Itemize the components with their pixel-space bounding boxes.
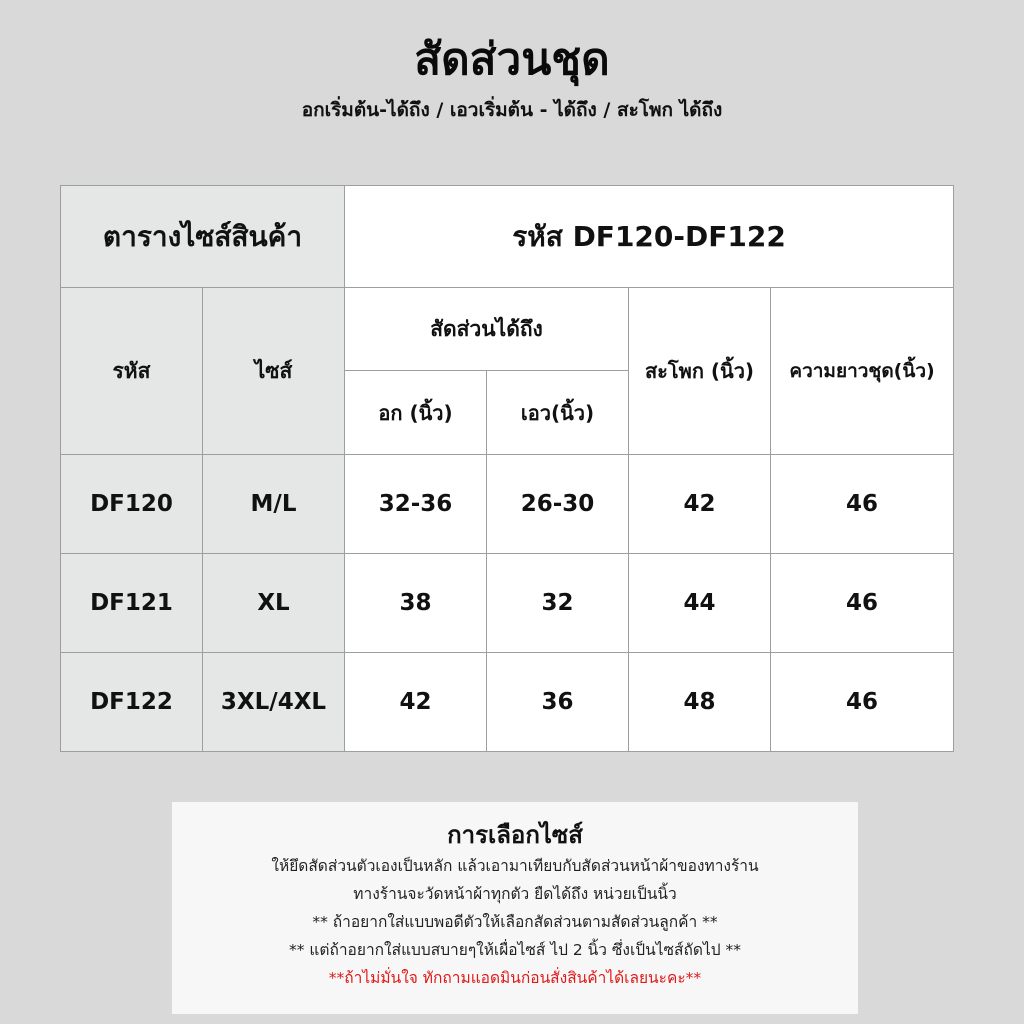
- row-hip: 48: [629, 653, 771, 752]
- row-hip: 44: [629, 554, 771, 653]
- size-guide-title: การเลือกไซส์: [447, 821, 583, 849]
- size-guide-line: ** แต่ถ้าอยากใส่แบบสบายๆให้เผื่อไซส์ ไป 2 นิ้ว ซึ่งเป็นไซส์ถัดไป **: [288, 941, 742, 959]
- column-header-code: รหัส: [61, 288, 203, 455]
- row-waist: 26-30: [487, 455, 629, 554]
- row-code: DF122: [61, 653, 203, 752]
- size-guide-line: ทางร้านจะวัดหน้าผ้าทุกตัว ยืดได้ถึง หน่วยเป็นนิ้ว: [353, 885, 677, 903]
- row-size: M/L: [203, 455, 345, 554]
- table-row: [61, 653, 954, 752]
- column-group-stretch: สัดส่วนได้ถึง: [345, 288, 629, 371]
- table-row: [61, 455, 954, 554]
- column-header-size: ไซส์: [203, 288, 345, 455]
- table-title-row: [61, 186, 954, 288]
- row-code: DF121: [61, 554, 203, 653]
- row-hip: 42: [629, 455, 771, 554]
- row-code: DF120: [61, 455, 203, 554]
- size-guide-line: ** ถ้าอยากใส่แบบพอดีตัวให้เลือกสัดส่วนตามสัดส่วนลูกค้า **: [312, 913, 718, 931]
- page-subtitle: อกเริ่มต้น-ได้ถึง / เอวเริ่มต้น - ได้ถึง / สะโพก ได้ถึง: [301, 99, 723, 121]
- row-chest: 32-36: [345, 455, 487, 554]
- size-table-label: ตารางไซส์สินค้า: [61, 186, 345, 288]
- size-guide-box: [172, 802, 858, 1014]
- row-size: XL: [203, 554, 345, 653]
- column-header-hip: สะโพก (นิ้ว): [629, 288, 771, 455]
- column-header-waist: เอว(นิ้ว): [487, 371, 629, 455]
- column-header-length: ความยาวชุด(นิ้ว): [771, 288, 954, 455]
- product-code-range: รหัส DF120-DF122: [345, 186, 954, 288]
- row-length: 46: [771, 554, 954, 653]
- column-header-chest: อก (นิ้ว): [345, 371, 487, 455]
- row-length: 46: [771, 455, 954, 554]
- row-size: 3XL/4XL: [203, 653, 345, 752]
- size-chart-table: [60, 185, 954, 752]
- size-guide-warning: **ถ้าไม่มั่นใจ ทักถามแอดมินก่อนสั่งสินค้าได้เลยนะคะ**: [328, 969, 702, 987]
- row-chest: 42: [345, 653, 487, 752]
- table-row: [61, 554, 954, 653]
- size-guide-line: ให้ยึดสัดส่วนตัวเองเป็นหลัก แล้วเอามาเทียบกับสัดส่วนหน้าผ้าของทางร้าน: [271, 857, 759, 875]
- row-waist: 32: [487, 554, 629, 653]
- row-chest: 38: [345, 554, 487, 653]
- row-waist: 36: [487, 653, 629, 752]
- table-header-row: [61, 288, 954, 371]
- page-title: สัดส่วนชุด: [414, 34, 610, 85]
- row-length: 46: [771, 653, 954, 752]
